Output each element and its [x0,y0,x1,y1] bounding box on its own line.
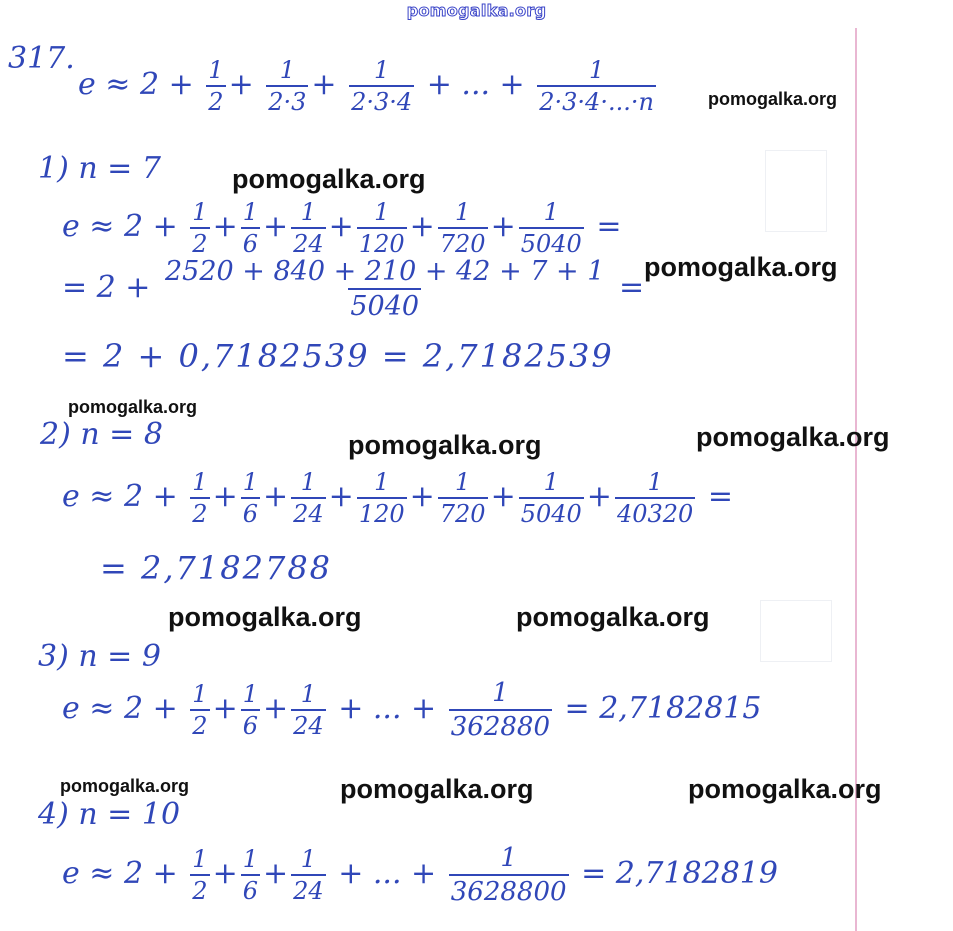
fraction: $\frac{1}{2}$ [192,198,208,258]
fraction: $\frac{1}{24}$ [293,468,324,528]
case-2-label: 2) n = 8 [40,417,163,452]
watermark: pomogalka.org [68,397,198,417]
watermark: pomogalka.org [232,164,426,194]
fraction: $\frac{1}{6}$ [242,468,258,528]
fraction: $\frac{1}{2}$ [208,56,224,116]
plus-sign: + [328,209,354,244]
case-2-line-1: e ≈ 2 + $\frac{1}{2}$ + $\frac{1}{6}$ + $\frac{1}{24}$ + $\frac{1}{120}$ + $\frac{1}{720}$ + $\frac{1}{5040}$ + $\frac{1}{40320}$ = [62,468,733,528]
faint-grid-cell [760,600,832,662]
fraction: $\frac{1}{362880}$ [450,678,550,742]
fraction: $\frac{1}{24}$ [293,680,324,740]
fraction: $\frac{1}{5040}$ [520,468,582,528]
fraction: $\frac{1}{2\cdot 3}$ [268,56,307,116]
header-watermark: pomogalka.org [406,1,547,20]
plus-sign: + [328,479,354,514]
fraction: $\frac{1}{2}$ [192,468,208,528]
main-formula: e ≈ 2 + $\frac{1}{2}$ + $\frac{1}{2\cdot 3}$ + $\frac{1}{2\cdot 3\cdot 4}$ + ... + $\frac{1}{2\cdot 3\cdot 4\cdot...\cdot n}$ [78,56,654,116]
plus-sign: + [262,691,289,726]
fraction: $\frac{1}{2\cdot 3\cdot 4}$ [351,56,413,116]
case-1-line-1: e ≈ 2 + $\frac{1}{2}$ + $\frac{1}{6}$ + $\frac{1}{24}$ + $\frac{1}{120}$ + $\frac{1}{720}$ + $\frac{1}{5040}$ = [62,198,622,258]
fraction: $\frac{1}{3628800}$ [450,843,567,907]
plus-sign: + [586,479,612,514]
fraction: $\frac{1}{5040}$ [520,198,582,258]
fraction: $\frac{1}{40320}$ [616,468,694,528]
case-1-label: 1) n = 7 [38,151,161,186]
fraction: $\frac{2520 + 840 + 210 + 42 + 7 + 1}{5040}$ [164,256,605,322]
plus-sign: + [490,479,516,514]
fraction: $\frac{1}{120}$ [358,468,405,528]
fraction: $\frac{1}{6}$ [242,198,258,258]
fraction: $\frac{1}{6}$ [242,680,258,740]
case-3-line: e ≈ 2 + $\frac{1}{2}$ + $\frac{1}{6}$ + $\frac{1}{24}$ + ... + $\frac{1}{362880}$ = 2,7182815 [62,678,762,742]
case-4-line: e ≈ 2 + $\frac{1}{2}$ + $\frac{1}{6}$ + $\frac{1}{24}$ + ... + $\frac{1}{3628800}$ = 2,7182819 [62,843,778,907]
fraction: $\frac{1}{120}$ [358,198,405,258]
plus-sign: + [212,209,238,244]
fraction: $\frac{1}{24}$ [293,198,324,258]
watermark: pomogalka.org [60,776,190,796]
plus-sign: + [212,856,238,891]
case-2-line-2: = 2,7182788 [100,549,333,587]
plus-sign: + [490,209,516,244]
plus-sign: + [409,479,435,514]
problem-number: 317. [8,41,75,76]
fraction: $\frac{1}{720}$ [439,198,486,258]
plus-sign: + [262,209,289,244]
fraction: $\frac{1}{2}$ [192,845,208,905]
watermark: pomogalka.org [516,602,710,632]
case-1-line-2: = 2 + $\frac{2520 + 840 + 210 + 42 + 7 + 1}{5040}$ = [62,256,645,322]
plus-sign: + [212,691,238,726]
watermark: pomogalka.org [644,252,838,282]
watermark: pomogalka.org [340,774,534,804]
fraction: $\frac{1}{2\cdot 3\cdot 4\cdot...\cdot n}$ [539,56,654,116]
fraction-list [187,845,328,905]
plus-sign: + [262,479,289,514]
case-4-label: 4) n = 10 [38,797,181,832]
ellipsis: + ... + [426,67,525,102]
plus-sign: + [212,479,238,514]
fraction: $\frac{1}{24}$ [293,845,324,905]
fraction: $\frac{1}{6}$ [242,845,258,905]
plus-sign: + [409,209,435,244]
watermark: pomogalka.org [708,89,838,109]
fraction: $\frac{1}{2}$ [192,680,208,740]
formula-lhs: e ≈ 2 + [78,67,194,102]
fraction-list [187,680,328,740]
plus-sign: + [262,856,289,891]
watermark: pomogalka.org [688,774,882,804]
faint-grid-cell [765,150,827,232]
watermark: pomogalka.org [168,602,362,632]
watermark: pomogalka.org [348,430,542,460]
case-3-label: 3) n = 9 [38,639,161,674]
case-1-line-3: = 2 + 0,7182539 = 2,7182539 [62,337,614,375]
fraction: $\frac{1}{720}$ [439,468,486,528]
watermark: pomogalka.org [696,422,890,452]
